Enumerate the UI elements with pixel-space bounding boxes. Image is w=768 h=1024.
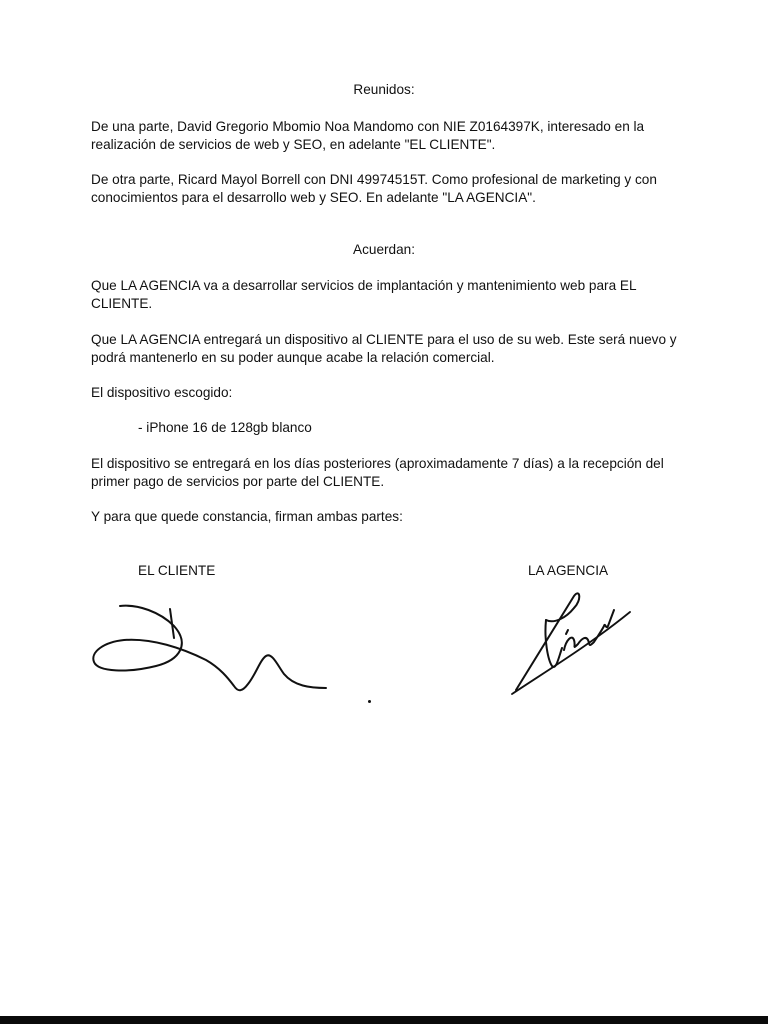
party-agency-paragraph: De otra parte, Ricard Mayol Borrell con DNI 49974515T. Como profesional de marketing y con conocimientos para el desarrollo web y SEO. En adelante "LA AGENCIA". xyxy=(91,172,657,205)
client-signature-icon xyxy=(88,596,338,700)
closing-paragraph: Y para que quede constancia, firman ambas partes: xyxy=(91,509,403,524)
device-label: El dispositivo escogido: xyxy=(91,385,233,400)
heading-reunidos: Reunidos: xyxy=(353,82,415,97)
clause-device-paragraph: Que LA AGENCIA entregará un dispositivo al CLIENTE para el uso de su web. Este será nuevo y podrá mantenerlo en su poder aunque acabe la relación comercial. xyxy=(91,332,677,365)
agency-signature-label: LA AGENCIA xyxy=(528,563,609,578)
heading-acuerdan: Acuerdan: xyxy=(353,242,415,257)
delivery-paragraph: El dispositivo se entregará en los días posteriores (aproximadamente 7 días) a la recepción del primer pago de servicios por parte del CLIENTE. xyxy=(91,456,664,489)
footer-bar xyxy=(0,1016,768,1024)
clause-services-paragraph: Que LA AGENCIA va a desarrollar servicios de implantación y mantenimiento web para EL CLIENTE. xyxy=(91,278,637,311)
agency-signature-icon xyxy=(508,590,638,698)
device-list-item: - iPhone 16 de 128gb blanco xyxy=(138,420,312,435)
client-signature-label: EL CLIENTE xyxy=(138,563,216,578)
party-client-paragraph: De una parte, David Gregorio Mbomio Noa Mandomo con NIE Z0164397K, interesado en la realización de servicios de web y SEO, en adelante "EL CLIENTE". xyxy=(91,119,645,152)
signature-dot xyxy=(368,700,371,703)
